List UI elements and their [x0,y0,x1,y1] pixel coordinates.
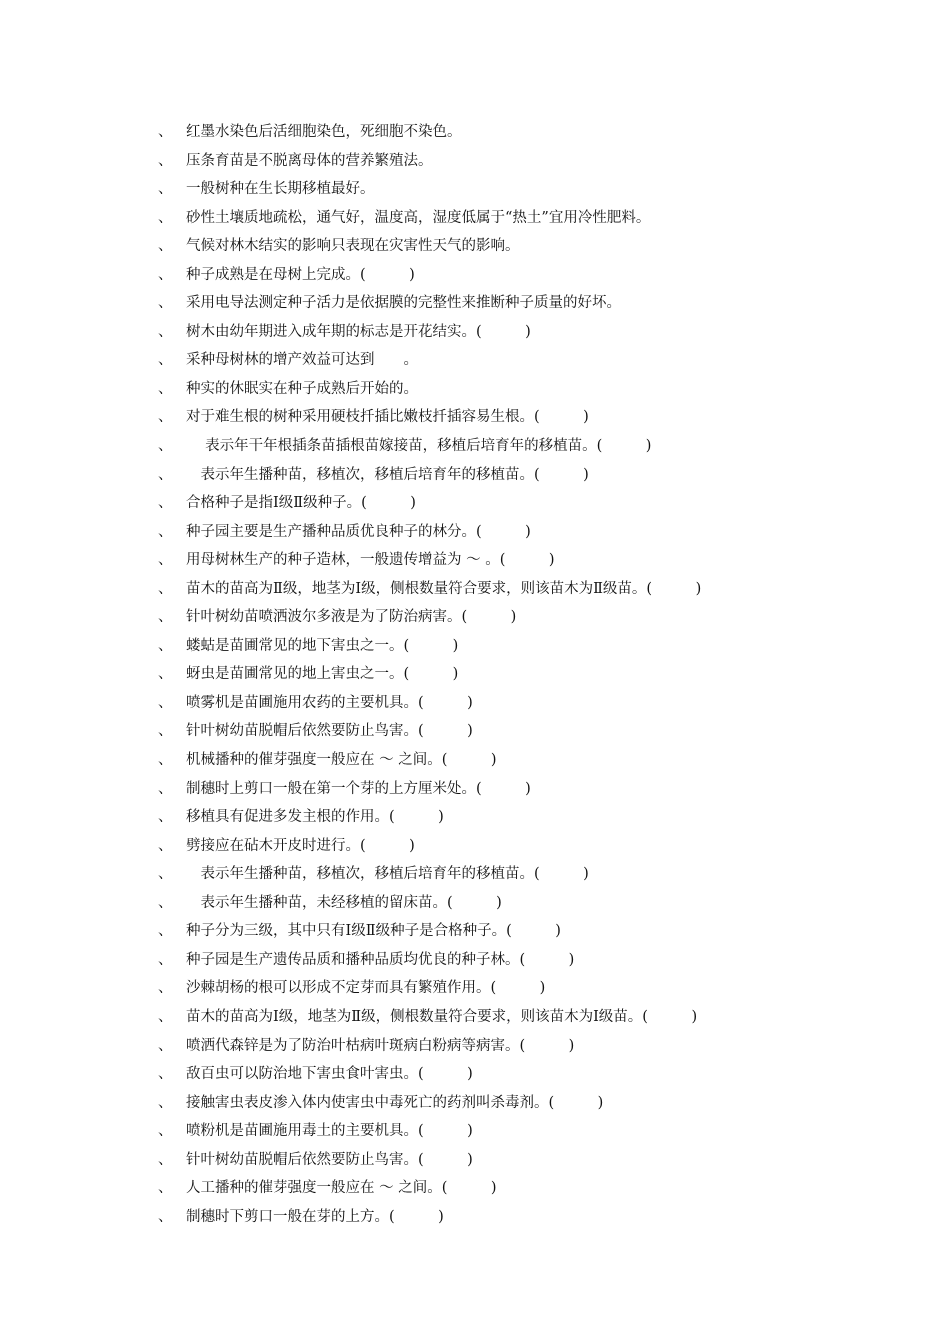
list-item [0,289,950,318]
statement-text: 压条育苗是不脱离母体的营养繁殖法。 [186,152,433,169]
statement-text: 敌百虫可以防治地下害虫食叶害虫。( ) [186,1066,473,1083]
list-item [0,518,950,547]
list-item [0,204,950,233]
list-bullet: 、 [158,409,173,426]
list-bullet: 、 [158,552,173,569]
statement-text: 种子园主要是生产播种品质优良种子的林分。( ) [186,523,531,540]
statement-text: 喷雾机是苗圃施用农药的主要机具。( ) [186,694,473,711]
list-item [0,1003,950,1032]
list-item [0,546,950,575]
list-bullet: 、 [158,380,173,397]
list-bullet: 、 [158,124,173,140]
list-item [0,775,950,804]
statement-text: 制穗时上剪口一般在第一个芽的上方厘米处。( ) [186,780,531,797]
statement-text: 种实的休眠实在种子成熟后开始的。 [186,380,418,397]
list-item [0,232,950,261]
statement-text: 机械播种的催芽强度一般应在 ～ 之间。( ) [186,752,497,769]
statement-text: 用母树林生产的种子造林，一般遗传增益为 ～ 。( ) [186,552,555,569]
statement-text: 种子成熟是在母树上完成。( ) [186,266,415,283]
list-item [0,689,950,718]
list-item [0,261,950,290]
statement-text: 种子分为三级，其中只有Ⅰ级Ⅱ级种子是合格种子。( ) [186,923,561,940]
statement-text: 喷粉机是苗圃施用毒土的主要机具。( ) [186,1123,473,1140]
list-item [0,660,950,689]
statement-text: 合格种子是指Ⅰ级Ⅱ级种子。( ) [186,495,416,512]
list-bullet: 、 [158,1094,173,1111]
statement-text: 红墨水染色后活细胞染色，死细胞不染色。 [186,124,462,140]
list-item [0,917,950,946]
list-item [0,860,950,889]
statement-text: 喷洒代森锌是为了防治叶枯病叶斑病白粉病等病害。( ) [186,1037,575,1054]
list-bullet: 、 [158,209,173,226]
list-item [0,717,950,746]
statement-text: 接触害虫表皮渗入体内使害虫中毒死亡的药剂叫杀毒剂。( ) [186,1094,604,1111]
list-bullet: 、 [158,466,173,483]
list-bullet: 、 [158,438,173,455]
statement-text: 移植具有促进多发主根的作用。( ) [186,809,444,826]
list-item [0,1089,950,1118]
list-item [0,318,950,347]
statement-text: 一般树种在生长期移植最好。 [186,181,375,198]
list-bullet: 、 [158,580,173,597]
list-item [0,1203,950,1232]
statement-text: 表示年生播种苗，未经移植的留床苗。( ) [186,894,502,911]
list-bullet: 、 [158,266,173,283]
list-item [0,403,950,432]
list-item [0,1146,950,1175]
statement-text: 制穗时下剪口一般在芽的上方。( ) [186,1208,444,1225]
statement-text: 砂性土壤质地疏松，通气好，温度高，湿度低属于“热土”宜用冷性肥料。 [186,209,651,226]
list-bullet: 、 [158,238,173,255]
list-bullet: 、 [158,980,173,997]
statement-text: 沙棘胡杨的根可以形成不定芽而具有繁殖作用。( ) [186,980,546,997]
statement-text: 表示年干年根插条苗插根苗嫁接苗，移植后培育年的移植苗。( ) [186,438,652,455]
list-bullet: 、 [158,694,173,711]
statement-text: 种子园是生产遗传品质和播种品质均优良的种子林。( ) [186,951,575,968]
statement-text: 针叶树幼苗脱帽后依然要防止鸟害。( ) [186,723,473,740]
list-bullet: 、 [158,780,173,797]
list-bullet: 、 [158,923,173,940]
list-bullet: 、 [158,894,173,911]
list-item [0,175,950,204]
statement-text: 表示年生播种苗，移植次，移植后培育年的移植苗。( ) [186,466,589,483]
list-bullet: 、 [158,181,173,198]
list-bullet: 、 [158,1066,173,1083]
list-bullet: 、 [158,951,173,968]
list-item [0,147,950,176]
list-item [0,1174,950,1203]
list-item [0,432,950,461]
list-item [0,603,950,632]
list-bullet: 、 [158,152,173,169]
list-bullet: 、 [158,1180,173,1197]
list-item [0,746,950,775]
list-item [0,375,950,404]
list-item [0,1060,950,1089]
list-bullet: 、 [158,1208,173,1225]
list-item [0,1117,950,1146]
statement-text: 树木由幼年期进入成年期的标志是开花结实。( ) [186,323,531,340]
statement-text: 针叶树幼苗脱帽后依然要防止鸟害。( ) [186,1151,473,1168]
list-item [0,461,950,490]
list-bullet: 、 [158,495,173,512]
statement-text: 蝼蛄是苗圃常见的地下害虫之一。( ) [186,637,459,654]
list-bullet: 、 [158,609,173,626]
list-bullet: 、 [158,809,173,826]
list-item [0,632,950,661]
list-item [0,1032,950,1061]
list-bullet: 、 [158,752,173,769]
list-item [0,346,950,375]
list-bullet: 、 [158,352,173,369]
list-bullet: 、 [158,866,173,883]
statement-text: 表示年生播种苗，移植次，移植后培育年的移植苗。( ) [186,866,589,883]
list-item [0,946,950,975]
statement-text: 采种母树林的增产效益可达到 。 [186,352,418,369]
list-item [0,889,950,918]
statement-text: 苗木的苗高为Ⅱ级，地茎为Ⅰ级，侧根数量符合要求，则该苗木为Ⅱ级苗。( ) [186,580,702,597]
list-item [0,832,950,861]
list-item [0,118,950,147]
list-bullet: 、 [158,666,173,683]
list-bullet: 、 [158,837,173,854]
statement-text: 苗木的苗高为Ⅰ级，地茎为Ⅱ级，侧根数量符合要求，则该苗木为Ⅰ级苗。( ) [186,1008,698,1025]
statement-text: 气候对林木结实的影响只表现在灾害性天气的影响。 [186,238,520,255]
statement-text: 蚜虫是苗圃常见的地上害虫之一。( ) [186,666,459,683]
statement-text: 人工播种的催芽强度一般应在 ～ 之间。( ) [186,1180,497,1197]
list-bullet: 、 [158,295,173,312]
statement-list [0,118,950,1231]
list-item [0,803,950,832]
list-item [0,974,950,1003]
statement-text: 劈接应在砧木开皮时进行。( ) [186,837,415,854]
list-item [0,489,950,518]
list-bullet: 、 [158,1123,173,1140]
list-bullet: 、 [158,523,173,540]
statement-text: 采用电导法测定种子活力是依据膜的完整性来推断种子质量的好坏。 [186,295,621,312]
list-bullet: 、 [158,637,173,654]
list-bullet: 、 [158,323,173,340]
list-bullet: 、 [158,723,173,740]
statement-text: 对于难生根的树种采用硬枝扦插比嫩枝扦插容易生根。( ) [186,409,589,426]
list-bullet: 、 [158,1008,173,1025]
list-item [0,575,950,604]
list-bullet: 、 [158,1151,173,1168]
list-bullet: 、 [158,1037,173,1054]
statement-text: 针叶树幼苗喷洒波尔多液是为了防治病害。( ) [186,609,517,626]
